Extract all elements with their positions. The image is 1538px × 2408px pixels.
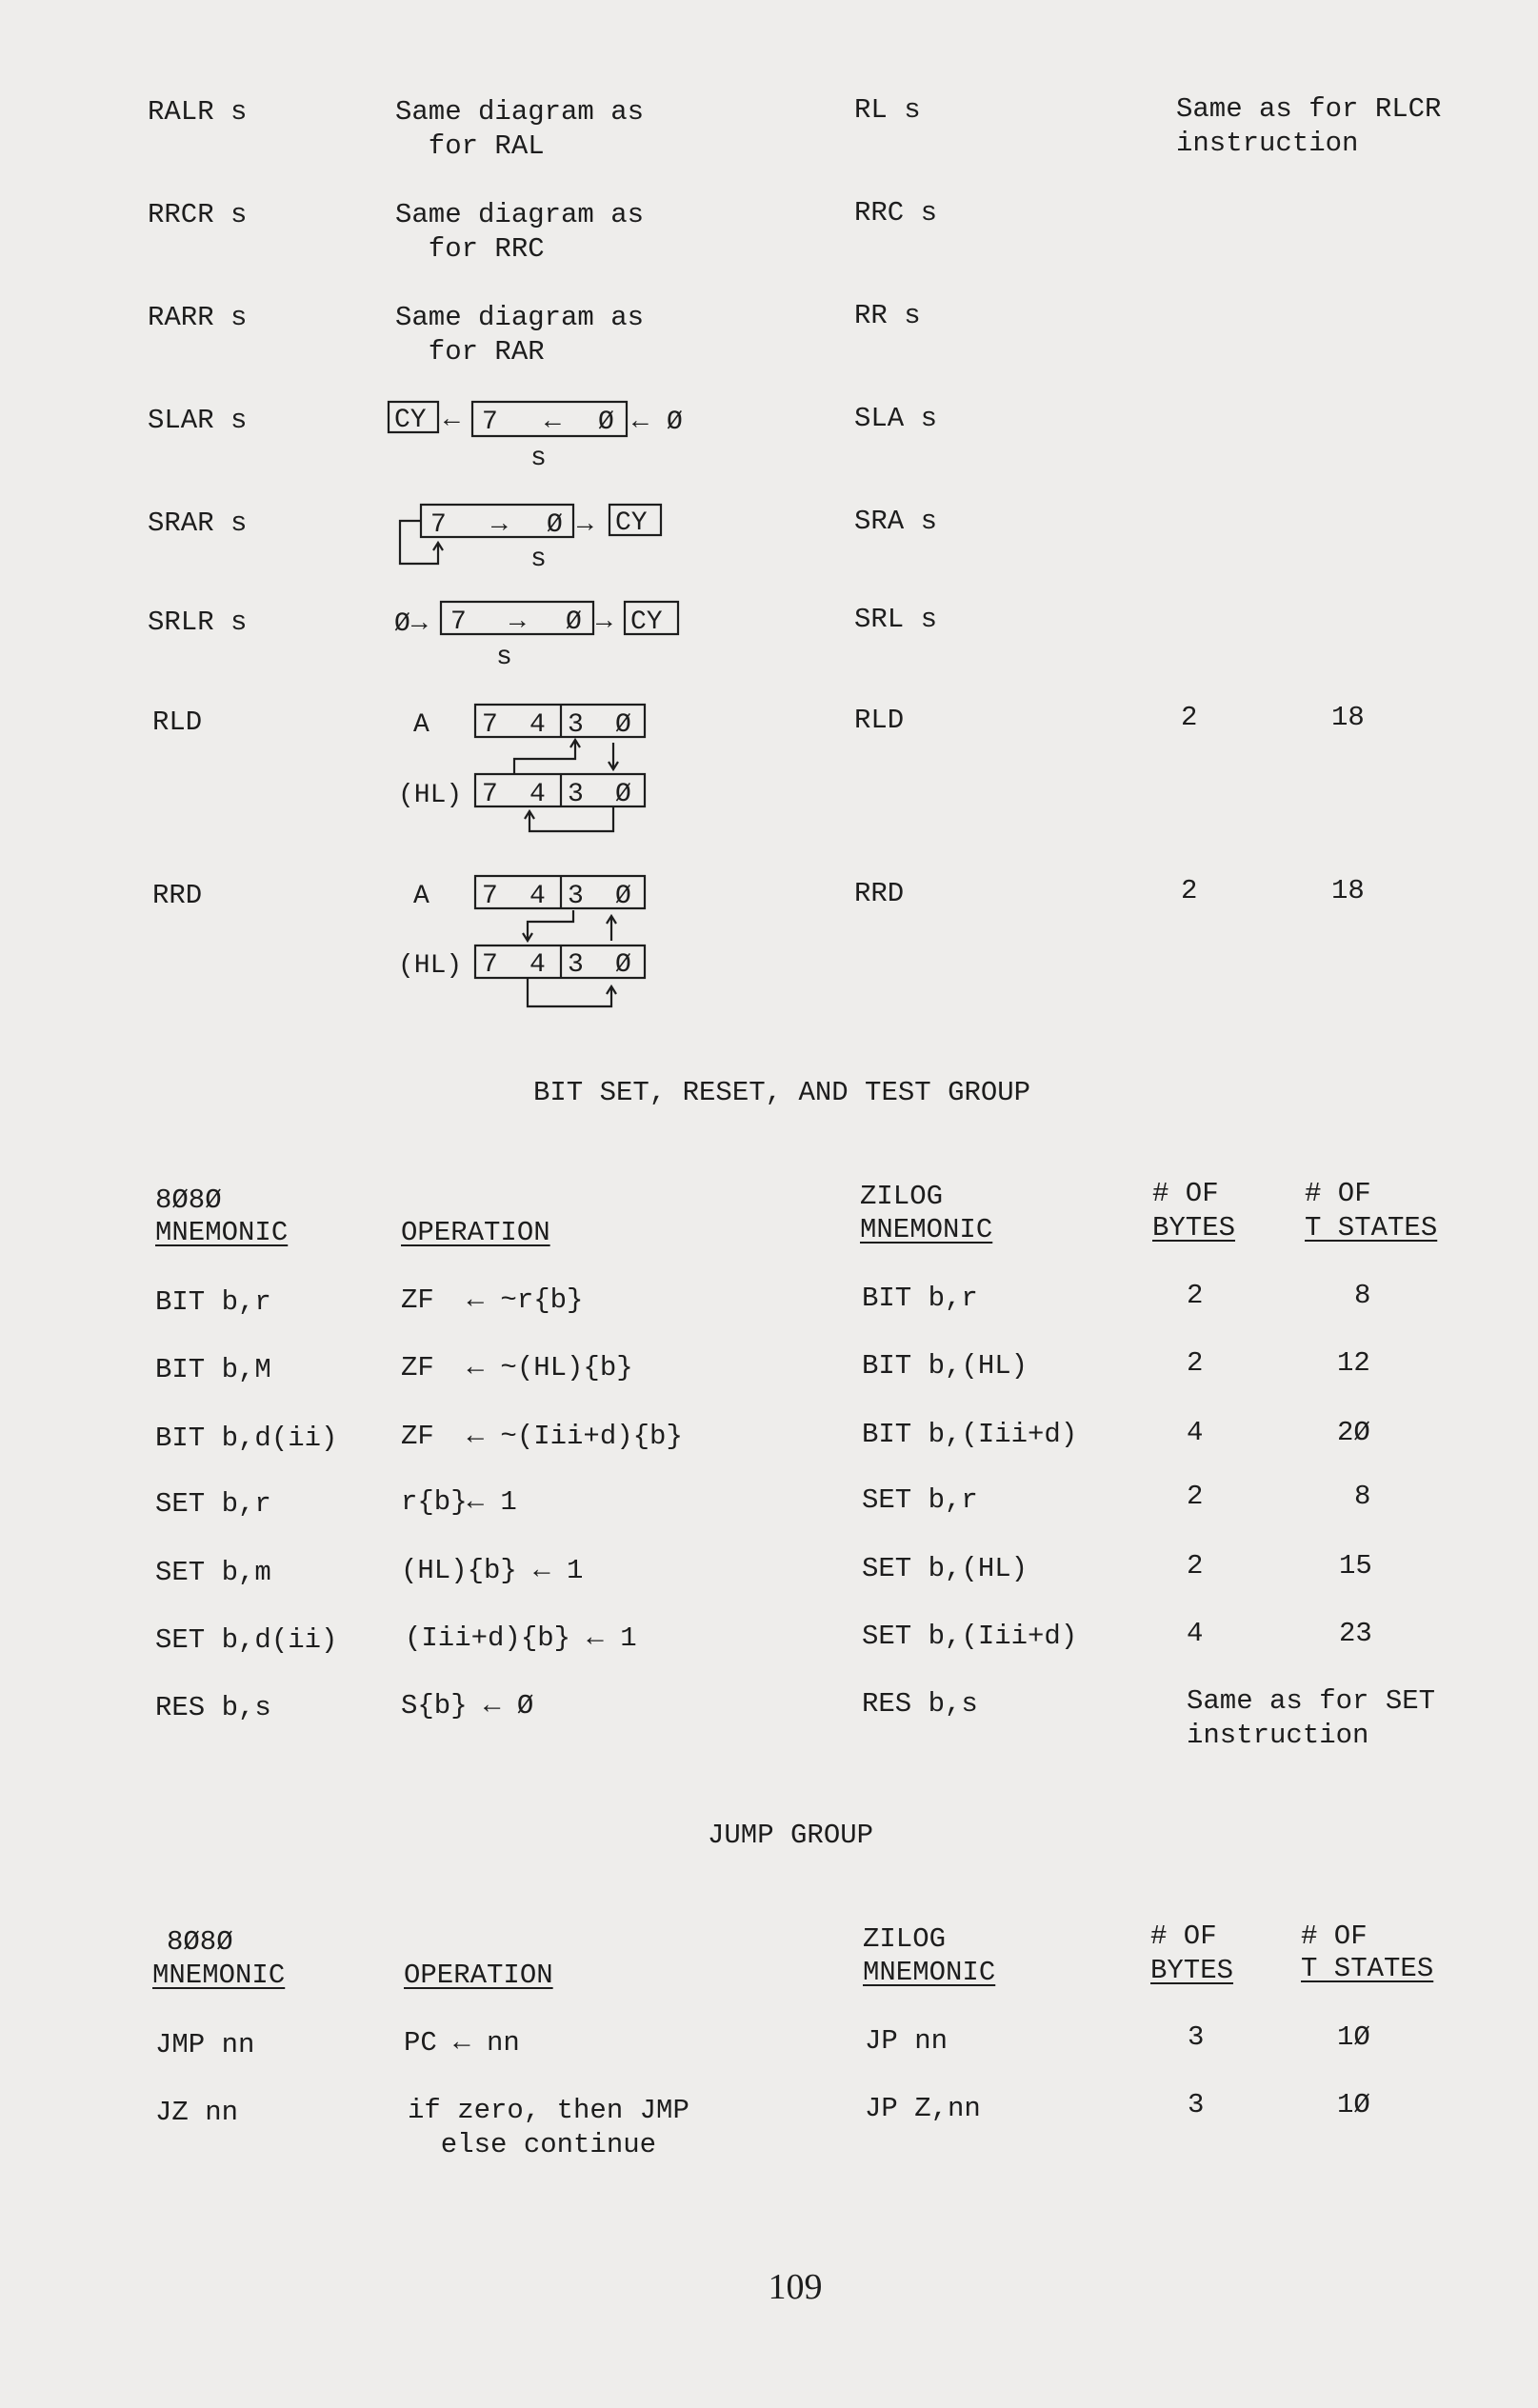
bit7-label: 7 [430,510,447,540]
s-label: s [496,643,512,672]
svg-text:3: 3 [568,710,584,740]
zilog-cell: RR s [854,300,921,331]
bit0-label: Ø [566,607,582,637]
mnemonic-cell: SET b,d(ii) [155,1624,338,1656]
mnemonic-cell: SRAR s [148,507,248,539]
mnemonic-cell: SLAR s [148,405,248,436]
svg-text:3: 3 [568,780,584,809]
zilog-cell: BIT b,r [862,1283,978,1314]
svg-text:Ø: Ø [615,950,631,980]
operation-cell: (Iii+d){b} ← 1 [405,1622,637,1654]
operation-cell: ZF ← ~(Iii+d){b} [401,1421,683,1452]
mnemonic-cell: RLD [152,706,203,738]
zilog-cell: RL s [854,94,921,126]
arrow-left: ← [444,406,460,435]
section-title: BIT SET, RESET, AND TEST GROUP [533,1077,1031,1108]
svg-text:4: 4 [529,780,546,809]
header-zilog: ZILOG [863,1923,947,1955]
mnemonic-cell: RRD [152,880,203,911]
mnemonic-cell: SRLR s [148,607,248,638]
mnemonic-cell: SET b,m [155,1557,271,1588]
header-zilog-mnemonic: MNEMONIC [863,1957,996,1988]
mnemonic-cell: RARR s [148,302,248,333]
header-mnemonic: MNEMONIC [152,1960,286,1991]
operation-cell: Same diagram as for RAR [395,302,645,368]
arrow-left: ← [632,408,649,437]
arrow-left: ← [545,408,561,437]
zilog-cell: BIT b,(HL) [862,1350,1029,1382]
svg-text:7: 7 [482,710,498,740]
states-cell: 8 [1354,1280,1371,1311]
header-states-1: # OF [1301,1920,1368,1952]
mnemonic-cell: RRCR s [148,199,248,230]
zero-in-label: Ø [667,408,683,437]
header-bytes: BYTES [1150,1955,1234,1986]
shift-rotate-diagrams [0,0,1538,1047]
bit7-label: 7 [450,607,467,637]
operation-cell: if zero, then JMP else continue [408,2095,689,2160]
mnemonic-cell: SET b,r [155,1488,271,1520]
operation-cell: ZF ← ~(HL){b} [401,1352,633,1383]
operation-cell: r{b}← 1 [401,1486,517,1518]
note-cell: Same as for SET instruction [1187,1685,1436,1751]
rld-diagram [398,705,645,831]
bit7-label: 7 [482,408,498,437]
s-label: s [530,444,547,473]
mnemonic-cell: BIT b,d(ii) [155,1423,338,1454]
srlr-diagram [394,602,678,672]
bytes-cell: 2 [1187,1347,1204,1379]
zilog-cell: JP Z,nn [865,2093,981,2124]
header-mnemonic: MNEMONIC [155,1217,289,1248]
bytes-cell: 4 [1187,1417,1204,1448]
zilog-cell: RRC s [854,197,938,229]
operation-cell: PC ← nn [404,2027,520,2059]
hl-label: (HL) [398,951,463,981]
states-cell: 1Ø [1337,2089,1370,2120]
svg-text:7: 7 [482,780,498,809]
bytes-cell: 4 [1187,1618,1204,1649]
zilog-cell: SET b,(HL) [862,1553,1029,1584]
header-tstates: T STATES [1301,1953,1434,1984]
states-cell: 18 [1331,875,1365,906]
header-8080: 8Ø8Ø [155,1184,222,1216]
bytes-cell: 2 [1181,702,1198,733]
bytes-cell: 3 [1188,2089,1205,2120]
arrow-right: → [491,510,508,540]
header-zilog-mnemonic: MNEMONIC [860,1214,993,1245]
bytes-cell: 2 [1187,1550,1204,1582]
states-cell: 15 [1339,1550,1372,1582]
zilog-cell: RRD [854,878,905,909]
operation-cell: ZF ← ~r{b} [401,1284,584,1316]
zero-in-label: Ø [394,609,410,639]
header-8080: 8Ø8Ø [167,1926,233,1958]
a-label: A [413,710,429,740]
cy-label: CY [630,607,663,637]
states-cell: 2Ø [1337,1417,1370,1448]
header-bytes-1: # OF [1150,1920,1217,1952]
slar-diagram [389,402,683,473]
svg-text:4: 4 [529,882,546,911]
states-cell: 1Ø [1337,2021,1370,2053]
zilog-cell: RES b,s [862,1688,978,1720]
bytes-cell: 2 [1187,1481,1204,1512]
operation-cell: (HL){b} ← 1 [401,1555,584,1586]
zilog-cell: SRA s [854,506,938,537]
mnemonic-cell: RES b,s [155,1692,271,1723]
zilog-cell: SET b,(Iii+d) [862,1621,1078,1652]
srar-diagram [400,505,661,574]
section-title: JUMP GROUP [708,1820,874,1851]
operation-cell: Same diagram as for RAL [395,96,645,162]
mnemonic-cell: RALR s [148,96,248,128]
zilog-cell: SRL s [854,604,938,635]
arrow-right: → [577,510,593,540]
svg-text:7: 7 [482,950,498,980]
a-label: A [413,882,429,911]
zilog-cell: SLA s [854,403,938,434]
operation-cell: Same diagram as for RRC [395,199,645,265]
states-cell: 12 [1337,1347,1370,1379]
arrow-right: → [596,607,612,637]
svg-text:3: 3 [568,882,584,911]
cy-label: CY [394,406,427,435]
states-cell: 8 [1354,1481,1371,1512]
bytes-cell: 3 [1188,2021,1205,2053]
svg-text:Ø: Ø [615,780,631,809]
svg-text:Ø: Ø [615,882,631,911]
svg-text:Ø: Ø [615,710,631,740]
zilog-cell: JP nn [865,2025,949,2057]
cy-label: CY [615,508,648,538]
mnemonic-cell: JMP nn [155,2029,255,2060]
s-label: s [530,545,547,574]
svg-text:7: 7 [482,882,498,911]
page-number: 109 [768,2267,823,2307]
mnemonic-cell: JZ nn [155,2097,239,2128]
header-bytes: BYTES [1152,1212,1236,1244]
bit0-label: Ø [598,408,614,437]
mnemonic-cell: BIT b,M [155,1354,271,1385]
arrow-right: → [509,607,526,637]
arrow-right: → [411,609,428,639]
header-tstates: T STATES [1305,1212,1438,1244]
header-operation: OPERATION [404,1960,553,1991]
mnemonic-cell: BIT b,r [155,1286,271,1318]
states-cell: 23 [1339,1618,1372,1649]
note-cell: Same as for RLCR instruction [1176,93,1442,159]
bytes-cell: 2 [1187,1280,1204,1311]
header-operation: OPERATION [401,1217,550,1248]
zilog-cell: RLD [854,705,905,736]
svg-text:3: 3 [568,950,584,980]
zilog-cell: SET b,r [862,1484,978,1516]
bytes-cell: 2 [1181,875,1198,906]
svg-text:4: 4 [529,950,546,980]
header-states-1: # OF [1305,1178,1371,1209]
bit0-label: Ø [547,510,563,540]
hl-label: (HL) [398,781,463,810]
rrd-diagram [398,876,645,1006]
header-zilog: ZILOG [860,1181,944,1212]
zilog-cell: BIT b,(Iii+d) [862,1419,1078,1450]
operation-cell: S{b} ← Ø [401,1690,534,1721]
states-cell: 18 [1331,702,1365,733]
svg-text:4: 4 [529,710,546,740]
header-bytes-1: # OF [1152,1178,1219,1209]
